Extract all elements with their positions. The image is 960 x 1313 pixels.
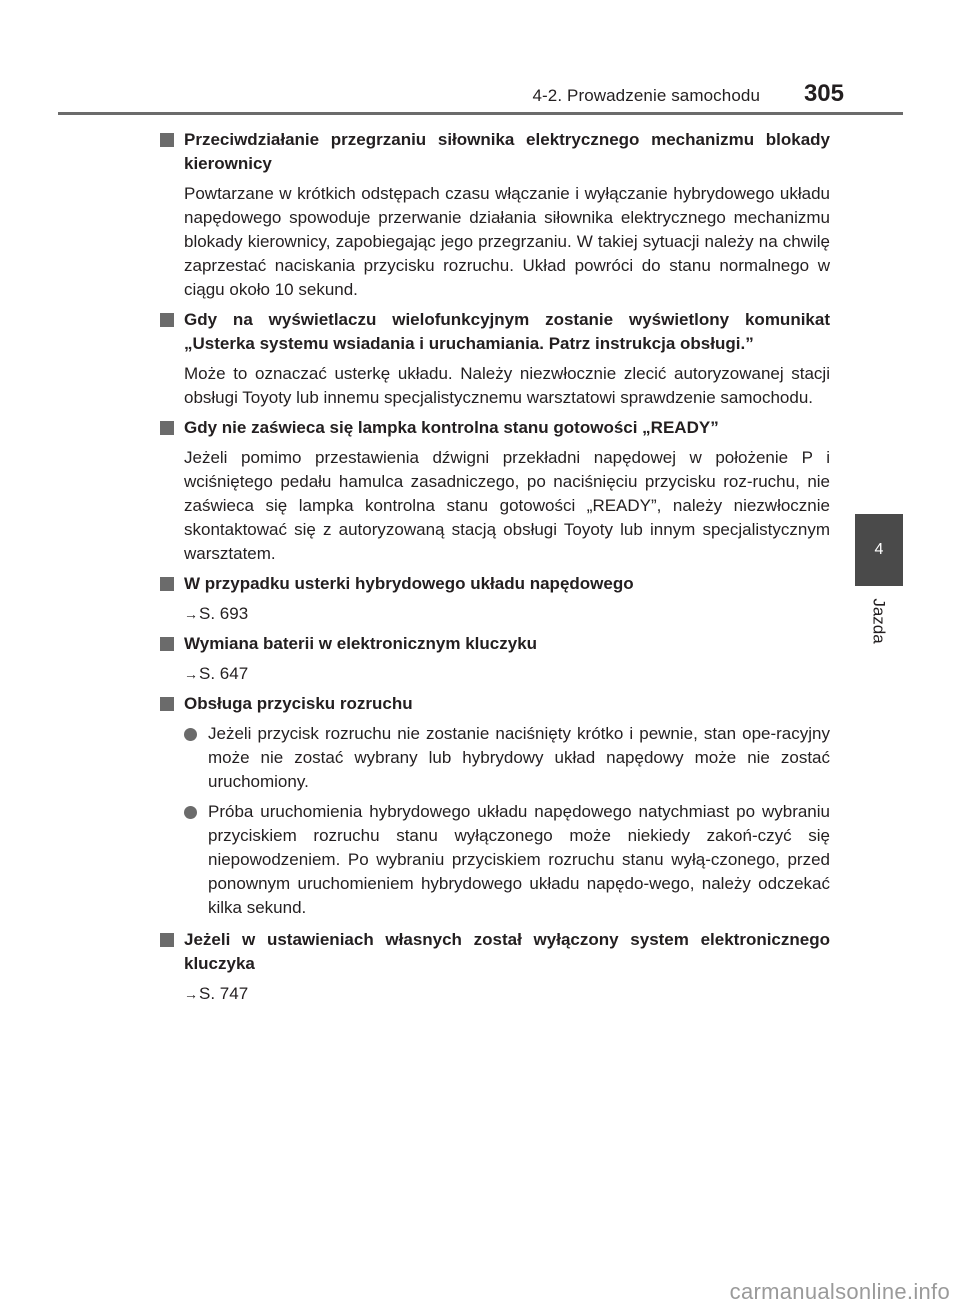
chapter-tab [855, 514, 903, 586]
header-rule [58, 112, 903, 115]
section-heading: Wymiana baterii w elektronicznym kluczyku [160, 632, 830, 656]
square-bullet-icon [160, 577, 174, 591]
round-bullet-icon [184, 806, 197, 819]
section-heading: Gdy na wyświetlaczu wielofunkcyjnym zostanie wyświetlony komunikat „Usterka systemu wsiadania i uruchamiania. Patrz instrukcja obsługi.” [160, 308, 830, 356]
section-smart-key-disabled [160, 928, 830, 1006]
square-bullet-icon [160, 421, 174, 435]
square-bullet-icon [160, 933, 174, 947]
page-reference-text: S. 747 [199, 984, 249, 1003]
section-title: 4-2. Prowadzenie samochodu [532, 86, 760, 105]
arrow-right-icon: → [184, 606, 198, 622]
square-bullet-icon [160, 313, 174, 327]
arrow-right-icon: → [184, 666, 198, 682]
section-start-button [160, 692, 830, 920]
chapter-number: 4 [874, 541, 884, 558]
section-steering-lock-overheat [160, 128, 830, 302]
section-key-battery [160, 632, 830, 686]
list-item: Próba uruchomienia hybrydowego układu napędowego natychmiast po wybraniu przyciskiem rozruchu stanu wyłączonego może niekiedy zakoń-czyć się niepowodzeniem. Po wybraniu przyciskiem rozruchu stanu wyłą-czonego, przed ponownym uruchomieniem hybrydowego układu napędo-wego, należy odczekać kilka sekund. [160, 800, 830, 920]
section-ready-lamp [160, 416, 830, 566]
square-bullet-icon [160, 133, 174, 147]
section-display-message [160, 308, 830, 410]
chapter-label-box [855, 590, 903, 652]
square-bullet-icon [160, 697, 174, 711]
section-hybrid-failure [160, 572, 830, 626]
page-reference[interactable] [160, 602, 830, 626]
section-body: Powtarzane w krótkich odstępach czasu włączanie i wyłączanie hybrydowego układu napędowego spowoduje przerwanie działania siłownika elektrycznego mechanizmu blokady kierownicy, zapobiegając jego przegrzaniu. W takiej sytuacji należy na chwilę zaprzestać naciskania przycisku rozruchu. Układ powróci do stanu normalnego w ciągu około 10 sekund. [184, 184, 830, 299]
section-heading: W przypadku usterki hybrydowego układu napędowego [160, 572, 830, 596]
section-heading: Obsługa przycisku rozruchu [160, 692, 830, 716]
page-reference-text: S. 693 [199, 604, 249, 623]
page-reference[interactable] [160, 982, 830, 1006]
page-reference[interactable] [160, 662, 830, 686]
page-reference-text: S. 647 [199, 664, 249, 683]
section-heading: Gdy nie zaświeca się lampka kontrolna stanu gotowości „READY” [160, 416, 830, 440]
section-body: Jeżeli pomimo przestawienia dźwigni przekładni napędowej w położenie P i wciśniętego pedału hamulca zasadniczego, po naciśnięciu przycisku roz-ruchu, nie zaświeca się lampka kontrolna stanu gotowości „READY”, należy niezwłocznie skontaktować się z autoryzowaną stacją obsługi Toyoty lub innym specjalistycznym warsztatem. [184, 448, 830, 563]
chapter-label: Jazda [870, 598, 889, 644]
round-bullet-icon [184, 728, 197, 741]
list-item: Jeżeli przycisk rozruchu nie zostanie naciśnięty krótko i pewnie, stan ope-racyjny może nie zostać wybrany lub hybrydowy układ napędowy może nie zostać uruchomiony. [160, 722, 830, 794]
section-body: Może to oznaczać usterkę układu. Należy niezwłocznie zlecić autoryzowanej stacji obsługi Toyoty lub innemu specjalistycznemu warsztatowi sprawdzenie samochodu. [184, 364, 830, 407]
page-header [0, 0, 960, 115]
watermark: carmanualsonline.info [729, 1279, 950, 1304]
page-number: 305 [803, 80, 844, 107]
page-content [160, 128, 830, 1006]
arrow-right-icon: → [184, 986, 198, 1002]
section-heading: Przeciwdziałanie przegrzaniu siłownika elektrycznego mechanizmu blokady kierownicy [160, 128, 830, 176]
section-heading: Jeżeli w ustawieniach własnych został wyłączony system elektronicznego kluczyka [160, 928, 830, 976]
square-bullet-icon [160, 637, 174, 651]
